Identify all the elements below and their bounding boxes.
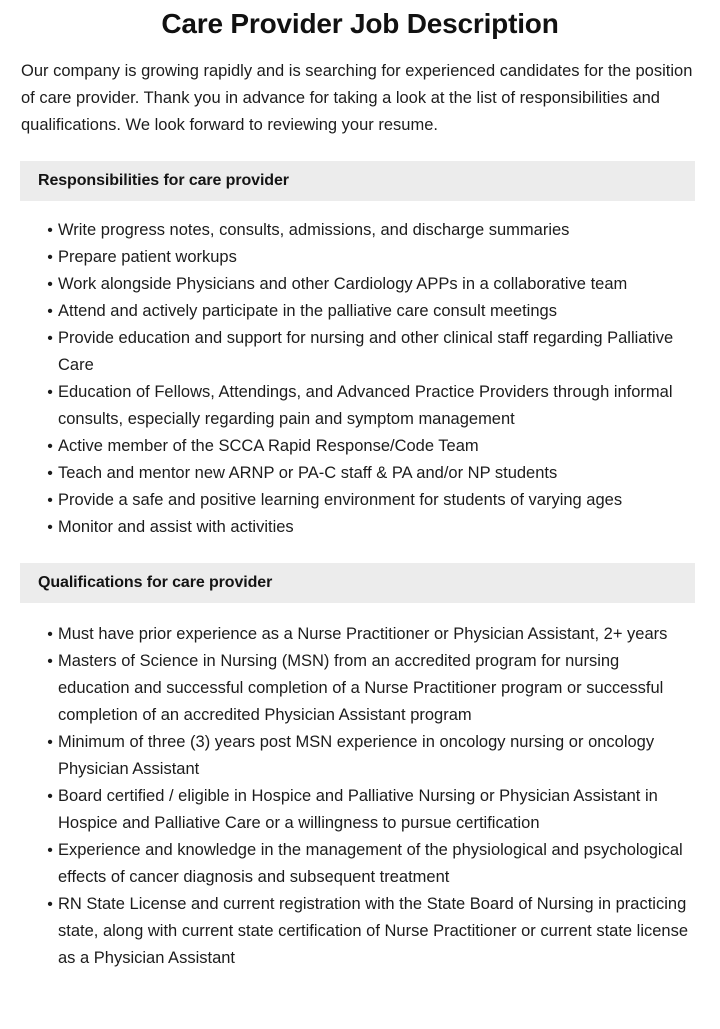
section-heading-label: Responsibilities for care provider bbox=[38, 172, 289, 189]
responsibilities-list bbox=[0, 217, 720, 541]
list-item-text: Experience and knowledge in the management of the physiological and psychological effects of cancer diagnosis and subsequent treatment bbox=[58, 841, 683, 886]
list-item-text: Board certified / eligible in Hospice and Palliative Nursing or Physician Assistant in Hospice and Palliative Care or a willingness to pursue certification bbox=[58, 787, 658, 832]
list-item bbox=[47, 298, 694, 325]
section-qualifications bbox=[0, 563, 720, 972]
bullet-icon: • bbox=[47, 330, 53, 347]
list-item bbox=[47, 514, 694, 541]
list-item-text: Must have prior experience as a Nurse Practitioner or Physician Assistant, 2+ years bbox=[58, 625, 668, 643]
bullet-icon: • bbox=[47, 896, 53, 913]
bullet-icon: • bbox=[47, 842, 53, 859]
qualifications-list bbox=[0, 621, 720, 972]
section-header-responsibilities bbox=[20, 161, 695, 201]
bullet-icon: • bbox=[47, 303, 53, 320]
list-item-text: Attend and actively participate in the palliative care consult meetings bbox=[58, 302, 557, 320]
page-title: Care Provider Job Description bbox=[161, 8, 559, 39]
list-item-text: Write progress notes, consults, admissions, and discharge summaries bbox=[58, 221, 570, 239]
list-item bbox=[47, 460, 694, 487]
list-item-text: Provide education and support for nursing and other clinical staff regarding Palliative Care bbox=[58, 329, 674, 374]
bullet-icon: • bbox=[47, 276, 53, 293]
list-item bbox=[47, 648, 694, 729]
list-item-text: Teach and mentor new ARNP or PA-C staff & PA and/or NP students bbox=[58, 464, 558, 482]
bullet-icon: • bbox=[47, 465, 53, 482]
bullet-icon: • bbox=[47, 653, 53, 670]
list-item-text: Education of Fellows, Attendings, and Advanced Practice Providers through informal consults, especially regarding pain and symptom management bbox=[58, 383, 673, 428]
bullet-icon: • bbox=[47, 788, 53, 805]
list-item bbox=[47, 217, 694, 244]
bullet-icon: • bbox=[47, 249, 53, 266]
list-item bbox=[47, 325, 694, 379]
bullet-icon: • bbox=[47, 519, 53, 536]
list-item bbox=[47, 621, 694, 648]
list-item-text: Active member of the SCCA Rapid Response/Code Team bbox=[58, 437, 479, 455]
bullet-icon: • bbox=[47, 222, 53, 239]
list-item-text: Provide a safe and positive learning environment for students of varying ages bbox=[58, 491, 623, 509]
list-item-text: Prepare patient workups bbox=[58, 248, 237, 266]
list-item bbox=[47, 244, 694, 271]
intro-paragraph: Our company is growing rapidly and is searching for experienced candidates for the position of care provider. Thank you in advance for taking a look at the list of responsibilities and qualifications. We look forward to reviewing your resume. bbox=[21, 62, 693, 134]
section-responsibilities bbox=[0, 161, 720, 541]
list-item bbox=[47, 487, 694, 514]
list-item bbox=[47, 271, 694, 298]
bullet-icon: • bbox=[47, 384, 53, 401]
list-item bbox=[47, 433, 694, 460]
list-item bbox=[47, 783, 694, 837]
bullet-icon: • bbox=[47, 626, 53, 643]
list-item-text: Monitor and assist with activities bbox=[58, 518, 294, 536]
list-item-text: RN State License and current registration with the State Board of Nursing in practicing state, along with current state certification of Nurse Practitioner or current state license as a Physician Assistant bbox=[58, 895, 689, 967]
list-item bbox=[47, 891, 694, 972]
list-item bbox=[47, 729, 694, 783]
list-item-text: Work alongside Physicians and other Cardiology APPs in a collaborative team bbox=[58, 275, 628, 293]
list-item bbox=[47, 379, 694, 433]
section-header-qualifications bbox=[20, 563, 695, 603]
bullet-icon: • bbox=[47, 734, 53, 751]
section-heading-label: Qualifications for care provider bbox=[38, 574, 273, 591]
bullet-icon: • bbox=[47, 438, 53, 455]
list-item-text: Minimum of three (3) years post MSN experience in oncology nursing or oncology Physician Assistant bbox=[58, 733, 655, 778]
list-item-text: Masters of Science in Nursing (MSN) from an accredited program for nursing education and successful completion of a Nurse Practitioner program or successful completion of an accredited Physician Assistant program bbox=[58, 652, 664, 724]
bullet-icon: • bbox=[47, 492, 53, 509]
list-item bbox=[47, 837, 694, 891]
